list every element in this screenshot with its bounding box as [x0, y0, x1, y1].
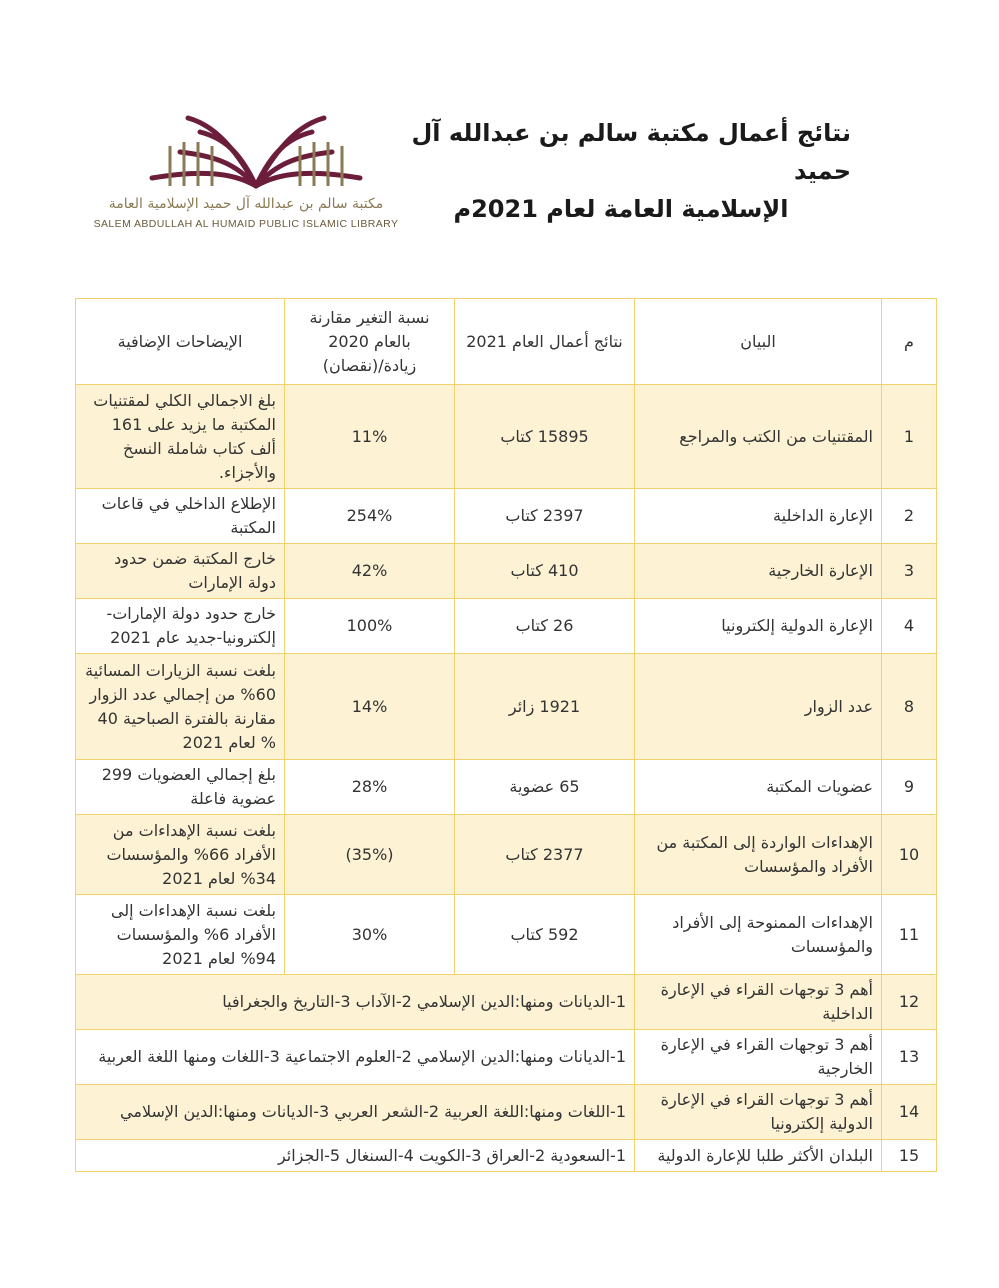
row-num: 13 [882, 1030, 937, 1085]
row-notes: بلغت نسبة الإهداءات إلى الأفراد 6% والمؤسسات 94% لعام 2021 [76, 895, 285, 975]
row-result: 15895 كتاب [455, 385, 635, 489]
title-line-2: الإسلامية العامة لعام 2021م [453, 195, 789, 223]
row-result: 592 كتاب [455, 895, 635, 975]
row-change: 11% [285, 385, 455, 489]
row-change: 30% [285, 895, 455, 975]
table-row [76, 489, 937, 544]
row-result: 65 عضوية [455, 760, 635, 815]
row-change: 28% [285, 760, 455, 815]
row-notes: خارج حدود دولة الإمارات-إلكترونيا-جديد عام 2021 [76, 599, 285, 654]
table-header-row [76, 299, 937, 385]
header-change: نسبة التغير مقارنة بالعام 2020 زيادة/(نقصان) [285, 299, 455, 385]
row-item: عدد الزوار [635, 654, 882, 760]
table-row [76, 1085, 937, 1140]
table-row [76, 815, 937, 895]
row-details: 1-اللغات ومنها:اللغة العربية 2-الشعر العربي 3-الديانات ومنها:الدين الإسلامي [76, 1085, 635, 1140]
row-item: أهم 3 توجهات القراء في الإعارة الخارجية [635, 1030, 882, 1085]
row-num: 15 [882, 1140, 937, 1172]
row-change: 254% [285, 489, 455, 544]
table-row [76, 975, 937, 1030]
results-table [75, 298, 937, 1172]
row-num: 3 [882, 544, 937, 599]
row-details: 1-السعودية 2-العراق 3-الكويت 4-السنغال 5-الجزائر [76, 1140, 635, 1172]
row-num: 2 [882, 489, 937, 544]
header-num: م [882, 299, 937, 385]
header-notes: الإيضاحات الإضافية [76, 299, 285, 385]
row-item: الإهداءات الواردة إلى المكتبة من الأفراد والمؤسسات [635, 815, 882, 895]
row-item: أهم 3 توجهات القراء في الإعارة الداخلية [635, 975, 882, 1030]
page-title [391, 114, 851, 228]
row-item: أهم 3 توجهات القراء في الإعارة الدولية إلكترونيا [635, 1085, 882, 1140]
row-notes: بلغ إجمالي العضويات 299 عضوية فاعلة [76, 760, 285, 815]
row-details: 1-الديانات ومنها:الدين الإسلامي 2-العلوم الاجتماعية 3-اللغات ومنها اللغة العربية [76, 1030, 635, 1085]
table-row [76, 895, 937, 975]
open-book-icon [140, 112, 372, 192]
row-change: 42% [285, 544, 455, 599]
row-result: 2397 كتاب [455, 489, 635, 544]
row-details: 1-الديانات ومنها:الدين الإسلامي 2-الآداب 3-التاريخ والجغرافيا [76, 975, 635, 1030]
row-num: 11 [882, 895, 937, 975]
table-row [76, 1030, 937, 1085]
row-item: الإعارة الداخلية [635, 489, 882, 544]
row-notes: الإطلاع الداخلي في قاعات المكتبة [76, 489, 285, 544]
table-row [76, 760, 937, 815]
row-notes: خارج المكتبة ضمن حدود دولة الإمارات [76, 544, 285, 599]
row-item: الإعارة الخارجية [635, 544, 882, 599]
row-notes: بلغ الاجمالي الكلي لمقتنيات المكتبة ما يزيد على 161 ألف كتاب شاملة النسخ والأجزاء. [76, 385, 285, 489]
logo-english-name: SALEM ABDULLAH AL HUMAID PUBLIC ISLAMIC LIBRARY [93, 218, 399, 230]
row-num: 4 [882, 599, 937, 654]
row-num: 8 [882, 654, 937, 760]
library-logo [76, 112, 416, 237]
row-item: الإعارة الدولية إلكترونيا [635, 599, 882, 654]
row-item: المقتنيات من الكتب والمراجع [635, 385, 882, 489]
header-result: نتائج أعمال العام 2021 [455, 299, 635, 385]
row-change: (35%) [285, 815, 455, 895]
row-result: 26 كتاب [455, 599, 635, 654]
title-line-1: نتائج أعمال مكتبة سالم بن عبدالله آل حميد [411, 119, 851, 185]
row-change: 100% [285, 599, 455, 654]
row-notes: بلغت نسبة الإهداءات من الأفراد 66% والمؤسسات 34% لعام 2021 [76, 815, 285, 895]
row-notes: بلغت نسبة الزيارات المسائية 60% من إجمالي عدد الزوار مقارنة بالفترة الصباحية 40 % لعام 2021 [76, 654, 285, 760]
row-num: 9 [882, 760, 937, 815]
row-num: 1 [882, 385, 937, 489]
table-row [76, 1140, 937, 1172]
row-num: 14 [882, 1085, 937, 1140]
row-item: الإهداءات الممنوحة إلى الأفراد والمؤسسات [635, 895, 882, 975]
table-row [76, 654, 937, 760]
logo-arabic-name: مكتبة سالم بن عبدالله آل حميد الإسلامية العامة [108, 196, 384, 212]
table-row [76, 599, 937, 654]
row-num: 12 [882, 975, 937, 1030]
row-item: البلدان الأكثر طلبا للإعارة الدولية [635, 1140, 882, 1172]
row-result: 2377 كتاب [455, 815, 635, 895]
row-num: 10 [882, 815, 937, 895]
row-result: 1921 زائر [455, 654, 635, 760]
table-row [76, 385, 937, 489]
row-item: عضويات المكتبة [635, 760, 882, 815]
row-result: 410 كتاب [455, 544, 635, 599]
header-item: البيان [635, 299, 882, 385]
table-row [76, 544, 937, 599]
row-change: 14% [285, 654, 455, 760]
